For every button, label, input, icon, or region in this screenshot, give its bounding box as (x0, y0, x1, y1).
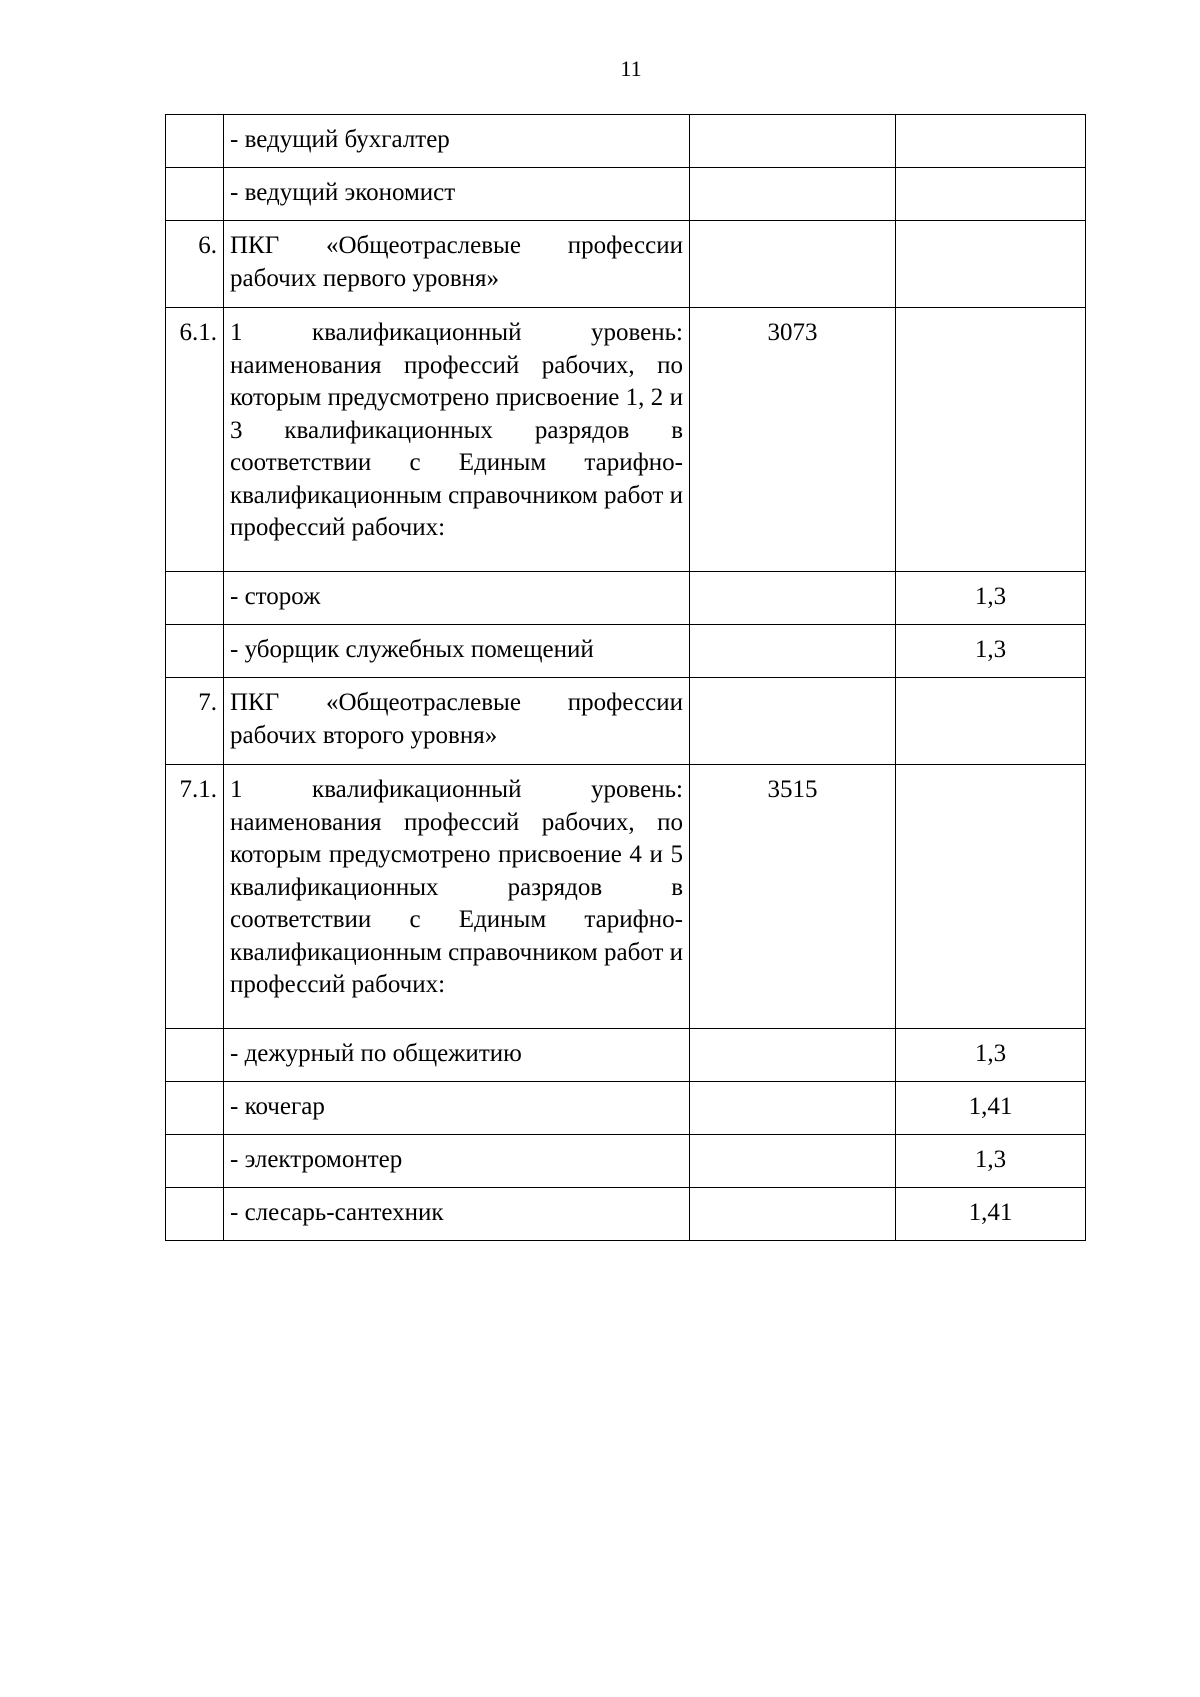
row-number (166, 1029, 224, 1082)
table-row (166, 1029, 1086, 1082)
position-name: - электромонтер (224, 1135, 690, 1188)
coefficient: 1,3 (896, 625, 1086, 678)
table-row (166, 308, 1086, 572)
table-row (166, 625, 1086, 678)
position-name: - уборщик служебных помещений (224, 625, 690, 678)
position-name: - ведущий бухгалтер (224, 115, 690, 168)
table-row (166, 1082, 1086, 1135)
row-number (166, 168, 224, 221)
row-number (166, 1188, 224, 1241)
base-salary: 3073 (690, 308, 896, 572)
base-salary (690, 678, 896, 765)
group-name: ПКГ «Общеотраслевые профессии рабочих первого уровня» (224, 221, 690, 308)
coefficient: 1,41 (896, 1082, 1086, 1135)
table-row (166, 1188, 1086, 1241)
table-row (166, 115, 1086, 168)
coefficient: 1,41 (896, 1188, 1086, 1241)
coefficient (896, 115, 1086, 168)
position-name: - дежурный по общежитию (224, 1029, 690, 1082)
position-name: - ведущий экономист (224, 168, 690, 221)
coefficient (896, 678, 1086, 765)
base-salary (690, 1188, 896, 1241)
coefficient (896, 168, 1086, 221)
base-salary (690, 1082, 896, 1135)
position-name: - кочегар (224, 1082, 690, 1135)
table-row (166, 765, 1086, 1029)
row-number: 6. (166, 221, 224, 308)
row-number (166, 625, 224, 678)
row-number: 7.1. (166, 765, 224, 1029)
base-salary (690, 221, 896, 308)
page-number: 11 (620, 56, 642, 81)
base-salary (690, 625, 896, 678)
level-description: 1 квалификационный уровень: наименования профессий рабочих, по которым предусмотрено присвоение 1, 2 и 3 квалификационных разрядов в соответствии с Единым тарифно-квалификационным справочником работ и профессий рабочих: (224, 308, 690, 572)
coefficient: 1,3 (896, 1135, 1086, 1188)
table-row (166, 572, 1086, 625)
coefficient: 1,3 (896, 572, 1086, 625)
coefficient (896, 308, 1086, 572)
coefficient (896, 221, 1086, 308)
position-name: - сторож (224, 572, 690, 625)
base-salary (690, 572, 896, 625)
table-row (166, 221, 1086, 308)
row-number: 7. (166, 678, 224, 765)
base-salary: 3515 (690, 765, 896, 1029)
coefficient (896, 765, 1086, 1029)
table-row (166, 678, 1086, 765)
position-name: - слесарь-сантехник (224, 1188, 690, 1241)
table-row (166, 1135, 1086, 1188)
table-row (166, 168, 1086, 221)
base-salary (690, 168, 896, 221)
base-salary (690, 1135, 896, 1188)
group-name: ПКГ «Общеотраслевые профессии рабочих второго уровня» (224, 678, 690, 765)
row-number (166, 1082, 224, 1135)
row-number (166, 1135, 224, 1188)
base-salary (690, 115, 896, 168)
base-salary (690, 1029, 896, 1082)
row-number (166, 115, 224, 168)
row-number: 6.1. (166, 308, 224, 572)
level-description: 1 квалификационный уровень: наименования профессий рабочих, по которым предусмотрено присвоение 4 и 5 квалификационных разрядов в соответствии с Единым тарифно-квалификационным справочником работ и профессий рабочих: (224, 765, 690, 1029)
salary-table (165, 114, 1086, 1241)
coefficient: 1,3 (896, 1029, 1086, 1082)
row-number (166, 572, 224, 625)
